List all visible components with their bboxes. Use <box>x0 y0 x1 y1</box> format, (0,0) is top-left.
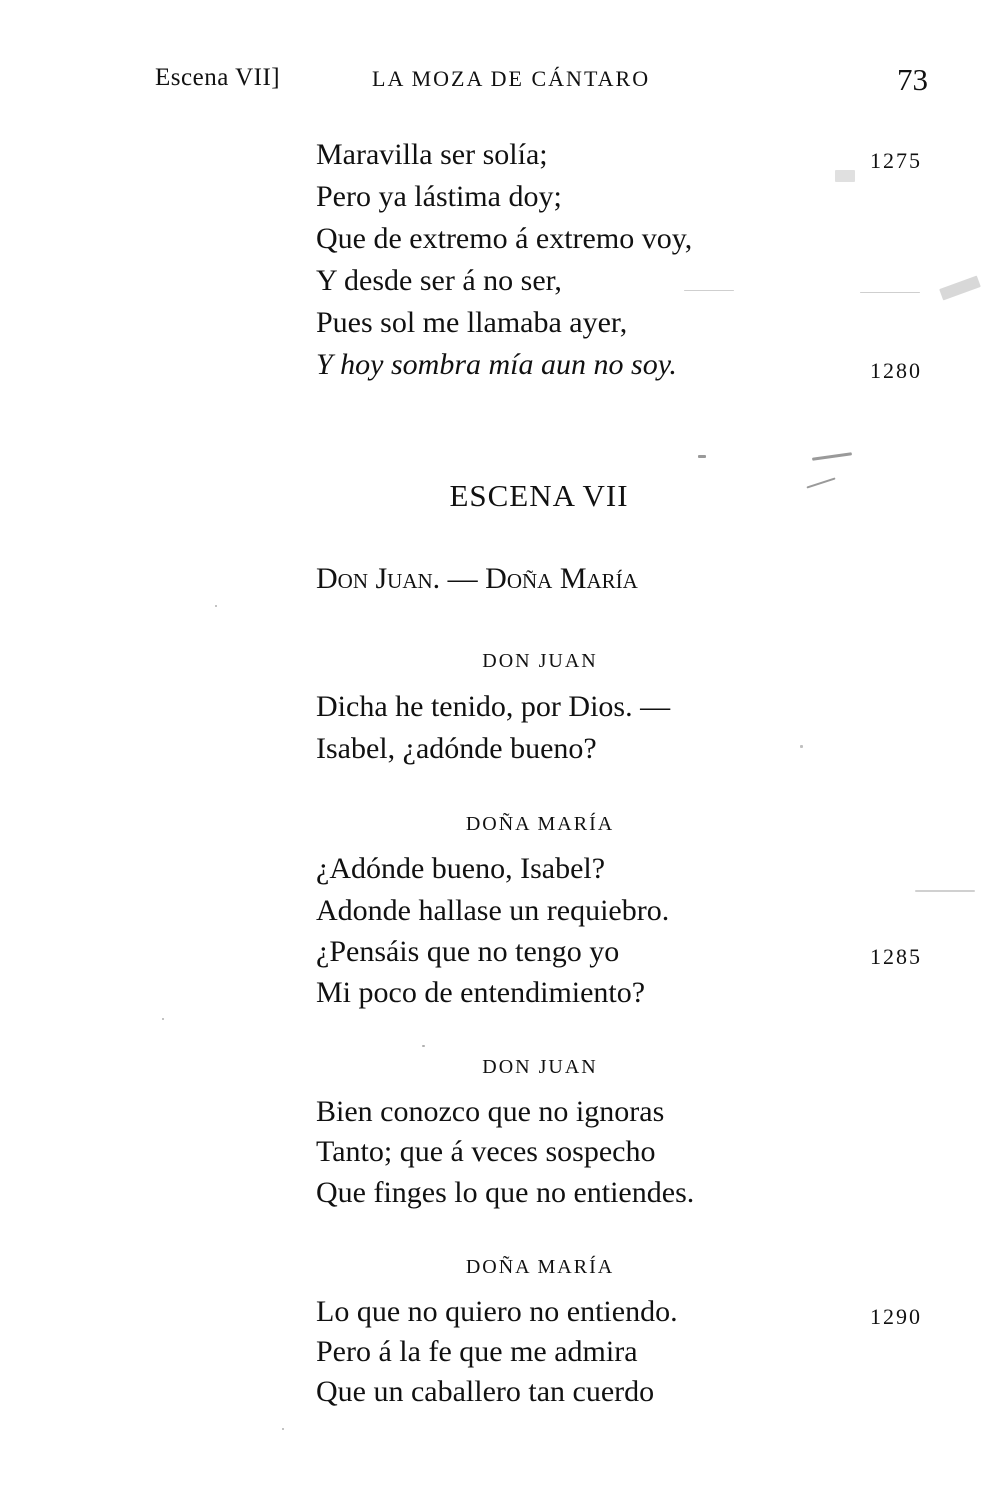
scan-mark <box>915 890 975 892</box>
verse-line: Pues sol me llamaba ayer, <box>316 306 628 339</box>
verse-line: Que finges lo que no entiendes. <box>316 1176 695 1209</box>
line-number: 1280 <box>870 358 922 383</box>
scan-mark <box>684 290 734 291</box>
verse-line: Y desde ser á no ser, <box>316 264 562 297</box>
running-head <box>0 62 1000 102</box>
scan-mark <box>939 276 981 301</box>
speaker-name: DON JUAN <box>482 1056 598 1078</box>
verse-line: Tanto; que á veces sospecho <box>316 1135 656 1168</box>
scan-mark <box>282 1428 284 1430</box>
line-number: 1275 <box>870 148 922 173</box>
verse-line: Mi poco de entendimiento? <box>316 976 646 1009</box>
verse-line: Que de extremo á extremo voy, <box>316 222 693 255</box>
verse-line: Pero ya lástima doy; <box>316 180 562 213</box>
scan-mark <box>215 605 217 607</box>
scan-mark <box>812 452 852 461</box>
verse-line: Pero á la fe que me admira <box>316 1335 638 1368</box>
cast-list: Don Juan. — Doña María <box>316 562 638 595</box>
verse-line: Dicha he tenido, por Dios. — <box>316 690 671 723</box>
running-head-title: LA MOZA DE CÁNTARO <box>372 66 651 91</box>
scan-mark <box>698 455 706 458</box>
page-number: 73 <box>897 62 928 97</box>
speaker-name: DON JUAN <box>482 650 598 672</box>
scan-mark <box>422 1045 425 1047</box>
line-number: 1285 <box>870 944 922 969</box>
verse-line: Que un caballero tan cuerdo <box>316 1375 655 1408</box>
verse-line: Y hoy sombra mía aun no soy. <box>316 348 677 381</box>
scan-mark <box>800 745 803 748</box>
speaker-name: DOÑA MARÍA <box>465 1256 615 1278</box>
scene-title: ESCENA VII <box>449 478 629 513</box>
scan-mark <box>162 1018 164 1020</box>
verse-line: Bien conozco que no ignoras <box>316 1095 665 1128</box>
verse-line: ¿Pensáis que no tengo yo <box>316 935 620 968</box>
scan-mark <box>860 292 920 293</box>
verse-line: Maravilla ser solía; <box>316 138 548 171</box>
speaker-name: DOÑA MARÍA <box>465 813 615 835</box>
running-head-section: Escena VII] <box>155 64 281 91</box>
verse-line: Lo que no quiero no entiendo. <box>316 1295 678 1328</box>
scan-mark <box>835 170 855 182</box>
verse-line: ¿Adónde bueno, Isabel? <box>316 852 606 885</box>
line-number: 1290 <box>870 1304 922 1329</box>
verse-line: Adonde hallase un requiebro. <box>316 894 670 927</box>
verse-line: Isabel, ¿adónde bueno? <box>316 732 597 765</box>
